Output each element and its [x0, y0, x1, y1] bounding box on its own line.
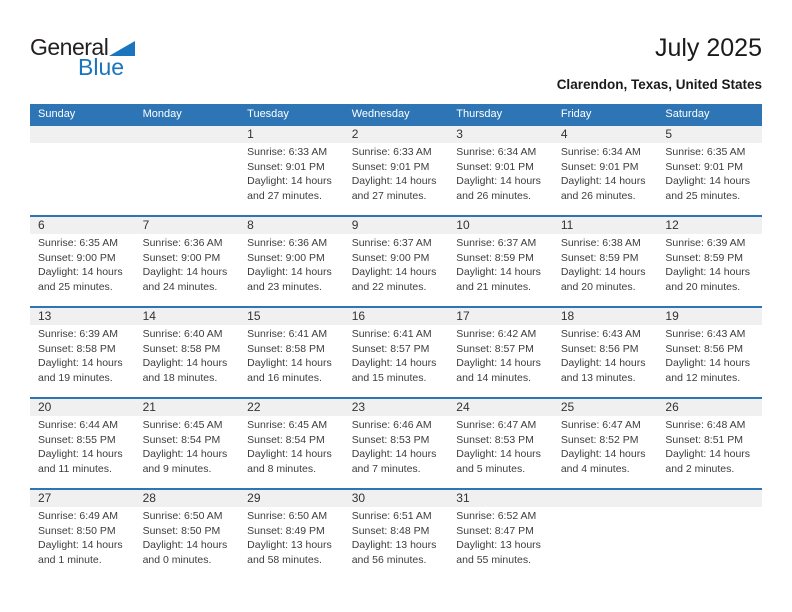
daylight-text: Daylight: 14 hours [247, 448, 332, 461]
day-number: 10 [448, 217, 553, 234]
day-details [30, 507, 135, 579]
sunrise-text: Sunrise: 6:38 AM [560, 237, 641, 249]
sunset-text: Sunset: 8:56 PM [665, 342, 744, 355]
logo-text-general: General [30, 34, 109, 60]
empty-day-cell [657, 490, 762, 579]
day-number: 8 [239, 217, 344, 234]
sunrise-text: Sunrise: 6:33 AM [351, 146, 432, 158]
daylight-text: Daylight: 14 hours [38, 539, 123, 552]
day-number: 15 [239, 308, 344, 325]
day-cell [135, 399, 240, 488]
daylight-text: Daylight: 14 hours [351, 266, 437, 279]
daylight-text: Daylight: 13 hours [351, 539, 437, 552]
sunset-text: Sunset: 9:01 PM [247, 160, 325, 173]
day-details [344, 416, 449, 488]
week-row [30, 397, 762, 488]
day-number: 2 [344, 126, 449, 143]
daylight-text: and 16 minutes. [247, 371, 322, 384]
day-number: 7 [135, 217, 240, 234]
day-cell [239, 490, 344, 579]
daylight-text: and 7 minutes. [351, 462, 421, 475]
sunset-text: Sunset: 8:58 PM [247, 342, 325, 355]
sunrise-text: Sunrise: 6:50 AM [142, 510, 223, 522]
daylight-text: and 4 minutes. [560, 462, 630, 475]
day-number: 29 [239, 490, 344, 507]
sunset-text: Sunset: 9:01 PM [351, 160, 430, 173]
day-number: 6 [30, 217, 135, 234]
day-cell [135, 217, 240, 306]
daylight-text: and 58 minutes. [247, 553, 322, 566]
sunrise-text: Sunrise: 6:37 AM [456, 237, 537, 249]
day-details [239, 507, 344, 579]
sunrise-text: Sunrise: 6:50 AM [247, 510, 328, 522]
day-cell [135, 308, 240, 397]
daylight-text: Daylight: 14 hours [38, 266, 123, 279]
sunrise-text: Sunrise: 6:42 AM [456, 328, 537, 340]
day-cell [553, 308, 658, 397]
day-cell [448, 126, 553, 215]
sunrise-text: Sunrise: 6:48 AM [665, 419, 746, 431]
day-cell [239, 217, 344, 306]
daylight-text: and 20 minutes. [560, 280, 636, 293]
day-number: 26 [657, 399, 762, 416]
sunrise-text: Sunrise: 6:47 AM [560, 419, 641, 431]
day-number: 25 [553, 399, 658, 416]
sunset-text: Sunset: 8:54 PM [247, 433, 325, 446]
daylight-text: and 21 minutes. [456, 280, 531, 293]
daylight-text: Daylight: 14 hours [351, 357, 437, 370]
day-details [344, 234, 449, 306]
sunrise-text: Sunrise: 6:35 AM [38, 237, 118, 249]
daylight-text: Daylight: 14 hours [665, 175, 751, 188]
empty-day-cell [135, 126, 240, 215]
daylight-text: Daylight: 14 hours [142, 357, 228, 370]
day-details [657, 325, 762, 397]
day-details [657, 234, 762, 306]
sunrise-text: Sunrise: 6:49 AM [38, 510, 118, 522]
daylight-text: and 2 minutes. [665, 462, 735, 475]
sunset-text: Sunset: 8:56 PM [560, 342, 639, 355]
daylight-text: Daylight: 14 hours [560, 175, 646, 188]
sunset-text: Sunset: 8:55 PM [38, 433, 116, 446]
daylight-text: Daylight: 14 hours [142, 448, 228, 461]
sunset-text: Sunset: 9:01 PM [560, 160, 639, 173]
day-cell [30, 490, 135, 579]
sunrise-text: Sunrise: 6:36 AM [142, 237, 223, 249]
week-row [30, 306, 762, 397]
weekday-header-sunday: Sunday [38, 108, 76, 120]
day-cell [448, 217, 553, 306]
daylight-text: Daylight: 14 hours [456, 448, 541, 461]
page-title: July 2025 [654, 34, 762, 62]
day-details [239, 416, 344, 488]
day-number: 14 [135, 308, 240, 325]
day-details [553, 507, 658, 579]
sunset-text: Sunset: 9:00 PM [247, 251, 325, 264]
daylight-text: and 0 minutes. [142, 553, 212, 566]
daylight-text: Daylight: 14 hours [38, 357, 123, 370]
title-block [557, 34, 762, 93]
daylight-text: and 27 minutes. [351, 189, 427, 202]
daylight-text: and 22 minutes. [351, 280, 427, 293]
daylight-text: Daylight: 14 hours [351, 448, 437, 461]
day-cell [657, 399, 762, 488]
daylight-text: and 5 minutes. [456, 462, 526, 475]
sunset-text: Sunset: 9:00 PM [142, 251, 221, 264]
day-details [344, 507, 449, 579]
daylight-text: Daylight: 14 hours [247, 357, 332, 370]
sunrise-text: Sunrise: 6:51 AM [351, 510, 432, 522]
day-number: 27 [30, 490, 135, 507]
daylight-text: and 26 minutes. [456, 189, 531, 202]
day-cell [239, 399, 344, 488]
sunset-text: Sunset: 8:51 PM [665, 433, 744, 446]
daylight-text: and 14 minutes. [456, 371, 531, 384]
day-number: 17 [448, 308, 553, 325]
day-number: 9 [344, 217, 449, 234]
day-number: 13 [30, 308, 135, 325]
day-cell [344, 308, 449, 397]
daylight-text: and 24 minutes. [142, 280, 218, 293]
day-details [553, 143, 658, 215]
sunrise-text: Sunrise: 6:40 AM [142, 328, 223, 340]
sunset-text: Sunset: 8:54 PM [142, 433, 221, 446]
sunrise-text: Sunrise: 6:41 AM [247, 328, 328, 340]
day-details [553, 416, 658, 488]
daylight-text: Daylight: 13 hours [247, 539, 332, 552]
day-details [135, 143, 240, 215]
day-details [448, 234, 553, 306]
day-number: 23 [344, 399, 449, 416]
sunset-text: Sunset: 8:53 PM [351, 433, 430, 446]
day-number: 18 [553, 308, 658, 325]
day-cell [553, 399, 658, 488]
day-details [30, 143, 135, 215]
day-cell [30, 217, 135, 306]
day-details [239, 143, 344, 215]
sunset-text: Sunset: 8:49 PM [247, 524, 325, 537]
daylight-text: and 11 minutes. [38, 462, 112, 475]
daylight-text: and 20 minutes. [665, 280, 741, 293]
sunset-text: Sunset: 8:57 PM [456, 342, 534, 355]
day-cell [239, 308, 344, 397]
day-cell [448, 490, 553, 579]
day-details [135, 325, 240, 397]
weekday-header-thursday: Thursday [456, 108, 503, 120]
sunrise-text: Sunrise: 6:39 AM [38, 328, 118, 340]
daylight-text: and 25 minutes. [38, 280, 113, 293]
daylight-text: Daylight: 14 hours [456, 266, 541, 279]
sunrise-text: Sunrise: 6:34 AM [560, 146, 641, 158]
day-details [657, 507, 762, 579]
day-number [135, 126, 240, 143]
day-number: 22 [239, 399, 344, 416]
day-details [344, 143, 449, 215]
day-details [553, 325, 658, 397]
day-details [30, 234, 135, 306]
sunset-text: Sunset: 8:59 PM [456, 251, 534, 264]
day-number: 11 [553, 217, 658, 234]
day-cell [344, 490, 449, 579]
day-cell [135, 490, 240, 579]
sunrise-text: Sunrise: 6:33 AM [247, 146, 328, 158]
week-row [30, 124, 762, 215]
sunrise-text: Sunrise: 6:45 AM [142, 419, 223, 431]
day-number: 3 [448, 126, 553, 143]
daylight-text: and 8 minutes. [247, 462, 317, 475]
sunset-text: Sunset: 8:58 PM [38, 342, 116, 355]
daylight-text: Daylight: 14 hours [560, 357, 646, 370]
day-number: 31 [448, 490, 553, 507]
daylight-text: and 1 minute. [38, 553, 102, 566]
day-details [135, 416, 240, 488]
day-cell [344, 126, 449, 215]
day-details [135, 234, 240, 306]
sunset-text: Sunset: 8:47 PM [456, 524, 534, 537]
sunrise-text: Sunrise: 6:35 AM [665, 146, 746, 158]
daylight-text: Daylight: 14 hours [560, 448, 646, 461]
day-number: 5 [657, 126, 762, 143]
sunset-text: Sunset: 9:01 PM [665, 160, 744, 173]
empty-day-cell [30, 126, 135, 215]
day-number: 21 [135, 399, 240, 416]
day-details [135, 507, 240, 579]
day-number: 19 [657, 308, 762, 325]
weekday-header-saturday: Saturday [665, 108, 710, 120]
day-number [657, 490, 762, 507]
sunrise-text: Sunrise: 6:37 AM [351, 237, 432, 249]
daylight-text: and 9 minutes. [142, 462, 212, 475]
daylight-text: Daylight: 14 hours [665, 448, 751, 461]
daylight-text: Daylight: 14 hours [142, 539, 228, 552]
day-details [657, 416, 762, 488]
daylight-text: Daylight: 14 hours [456, 357, 541, 370]
day-cell [553, 217, 658, 306]
day-cell [448, 399, 553, 488]
day-details [30, 416, 135, 488]
week-row [30, 215, 762, 306]
daylight-text: and 12 minutes. [665, 371, 741, 384]
day-number: 4 [553, 126, 658, 143]
day-number: 30 [344, 490, 449, 507]
sunrise-text: Sunrise: 6:39 AM [665, 237, 746, 249]
weekday-header-monday: Monday [142, 108, 182, 120]
sunset-text: Sunset: 8:53 PM [456, 433, 534, 446]
calendar-table [30, 104, 762, 579]
day-cell [239, 126, 344, 215]
daylight-text: Daylight: 14 hours [247, 175, 332, 188]
day-details [553, 234, 658, 306]
day-number: 24 [448, 399, 553, 416]
sunrise-text: Sunrise: 6:45 AM [247, 419, 328, 431]
daylight-text: Daylight: 14 hours [560, 266, 646, 279]
day-number: 12 [657, 217, 762, 234]
day-number: 1 [239, 126, 344, 143]
daylight-text: and 19 minutes. [38, 371, 113, 384]
weekday-header-wednesday: Wednesday [351, 108, 410, 120]
sunset-text: Sunset: 8:58 PM [142, 342, 221, 355]
day-cell [344, 399, 449, 488]
daylight-text: and 56 minutes. [351, 553, 427, 566]
location-subtitle: Clarendon, Texas, United States [556, 76, 762, 92]
sunset-text: Sunset: 9:00 PM [351, 251, 430, 264]
sunrise-text: Sunrise: 6:43 AM [665, 328, 746, 340]
day-details [657, 143, 762, 215]
sunset-text: Sunset: 8:59 PM [665, 251, 744, 264]
day-cell [657, 217, 762, 306]
sunset-text: Sunset: 8:48 PM [351, 524, 430, 537]
daylight-text: and 27 minutes. [247, 189, 322, 202]
week-row [30, 488, 762, 579]
day-details [344, 325, 449, 397]
day-number [30, 126, 135, 143]
logo [30, 36, 135, 79]
daylight-text: Daylight: 13 hours [456, 539, 541, 552]
calendar-weeks [30, 124, 762, 579]
daylight-text: and 15 minutes. [351, 371, 427, 384]
sunset-text: Sunset: 8:57 PM [351, 342, 430, 355]
day-details [30, 325, 135, 397]
logo-text-blue: Blue [78, 54, 125, 80]
sunset-text: Sunset: 8:52 PM [560, 433, 639, 446]
day-details [448, 507, 553, 579]
sunrise-text: Sunrise: 6:34 AM [456, 146, 537, 158]
daylight-text: and 55 minutes. [456, 553, 531, 566]
day-details [448, 325, 553, 397]
day-cell [30, 399, 135, 488]
daylight-text: and 26 minutes. [560, 189, 636, 202]
day-number: 16 [344, 308, 449, 325]
day-details [448, 143, 553, 215]
daylight-text: Daylight: 14 hours [38, 448, 123, 461]
day-number [553, 490, 658, 507]
day-cell [448, 308, 553, 397]
daylight-text: and 13 minutes. [560, 371, 636, 384]
sunrise-text: Sunrise: 6:46 AM [351, 419, 432, 431]
day-details [239, 325, 344, 397]
sunset-text: Sunset: 8:59 PM [560, 251, 639, 264]
sunrise-text: Sunrise: 6:41 AM [351, 328, 432, 340]
day-cell [30, 308, 135, 397]
day-details [239, 234, 344, 306]
daylight-text: Daylight: 14 hours [247, 266, 332, 279]
sunrise-text: Sunrise: 6:43 AM [560, 328, 641, 340]
day-number: 20 [30, 399, 135, 416]
day-details [448, 416, 553, 488]
weekday-header-friday: Friday [560, 108, 592, 120]
daylight-text: Daylight: 14 hours [351, 175, 437, 188]
weekday-header-row [30, 104, 762, 124]
daylight-text: Daylight: 14 hours [665, 357, 751, 370]
sunset-text: Sunset: 8:50 PM [142, 524, 221, 537]
daylight-text: and 25 minutes. [665, 189, 741, 202]
sunset-text: Sunset: 8:50 PM [38, 524, 116, 537]
empty-day-cell [553, 490, 658, 579]
day-cell [657, 126, 762, 215]
sunrise-text: Sunrise: 6:44 AM [38, 419, 118, 431]
day-cell [553, 126, 658, 215]
day-cell [344, 217, 449, 306]
day-number: 28 [135, 490, 240, 507]
sunrise-text: Sunrise: 6:36 AM [247, 237, 328, 249]
sunset-text: Sunset: 9:01 PM [456, 160, 534, 173]
daylight-text: and 18 minutes. [142, 371, 218, 384]
day-cell [657, 308, 762, 397]
weekday-header-tuesday: Tuesday [247, 108, 289, 120]
sunrise-text: Sunrise: 6:52 AM [456, 510, 537, 522]
daylight-text: Daylight: 14 hours [456, 175, 541, 188]
sunset-text: Sunset: 9:00 PM [38, 251, 116, 264]
sunrise-text: Sunrise: 6:47 AM [456, 419, 537, 431]
daylight-text: Daylight: 14 hours [142, 266, 228, 279]
daylight-text: Daylight: 14 hours [665, 266, 751, 279]
daylight-text: and 23 minutes. [247, 280, 322, 293]
